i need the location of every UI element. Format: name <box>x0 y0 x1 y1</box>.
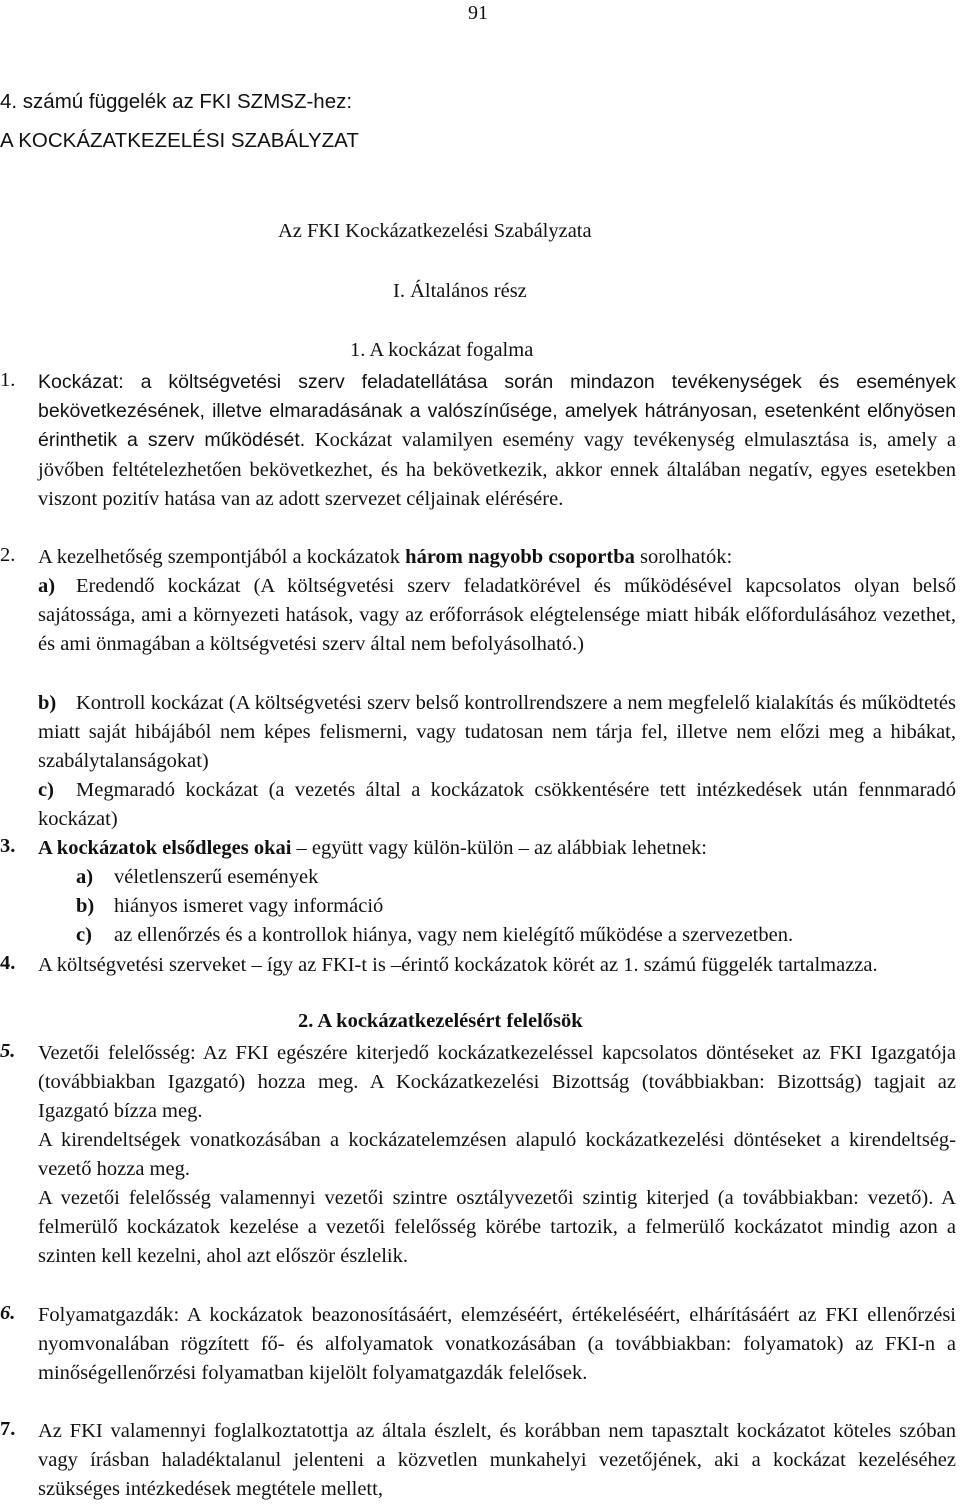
para-number-7: 7. <box>0 1418 16 1440</box>
part-title: I. Általános rész <box>393 280 527 302</box>
section-title-2: 2. A kockázatkezelésért felelősök <box>298 1010 583 1032</box>
document-title: Az FKI Kockázatkezelési Szabályzata <box>278 220 592 242</box>
para-number-4: 4. <box>0 952 16 974</box>
list-item-3b: b) hiányos ismeret vagy információ <box>76 895 384 917</box>
page-number: 91 <box>468 2 488 24</box>
appendix-heading: 4. számú függelék az FKI SZMSZ-hez: <box>0 90 353 113</box>
paragraph-2-intro: A kezelhetőség szempontjából a kockázatok három nagyobb csoportba sorolhatók: <box>38 546 733 568</box>
paragraph-1-continuation: Kockázat valamilyen esemény vagy tevékenység elmulasztása is, amely a jövőben feltételezhetően bekövetkezhet, és ha bekövetkezik, akkor ennek általában negatív, egyes esetekben viszont pozitív hatása van az adott szervezet céljainak elérésére. <box>38 429 956 510</box>
para-number-2: 2. <box>0 544 16 566</box>
list-item-3a: a) véletlenszerű események <box>76 866 319 888</box>
paragraph-7: Az FKI valamennyi foglalkoztatottja az általa észlelt, és korábban nem tapasztalt kockázatot köteles szóban vagy írásban haladéktalanul jelenteni a közvetlen munkahelyi vezetőjének, aki a kockázat kezeléséhez szükséges intézkedések megtétele mellett, <box>38 1420 956 1501</box>
paragraph-1-definition: Kockázat: a költségvetési szerv feladatellátása során mindazon tevékenységek és események bekövetkezésének, illetve elmaradásának a valószínűsége, amelyek hátrányosan, esetenként előnyösen érinthetik a szerv működését. <box>38 371 956 452</box>
paragraph-5-b: A kirendeltségek vonatkozásában a kockázatelemzésen alapuló kockázatkezelési döntéseket a kirendeltség-vezető hozza meg. <box>38 1129 956 1181</box>
para-number-6: 6. <box>0 1302 16 1324</box>
list-item-2b: b) Kontroll kockázat (A költségvetési szerv belső kontrollrendszere a nem megfelelő kialakítás és működtetés miatt saját hibájából nem képes felismerni, vagy tudatosan nem tárja fel, illetve nem előzi meg a hibákat, szabálytalanságokat) <box>38 692 956 773</box>
regulation-heading: A KOCKÁZATKEZELÉSI SZABÁLYZAT <box>0 129 359 152</box>
paragraph-1 <box>38 368 956 514</box>
paragraph-3-intro: A kockázatok elsődleges okai – együtt vagy külön-külön – az alábbiak lehetnek: <box>38 837 707 859</box>
paragraph-6: Folyamatgazdák: A kockázatok beazonosításáért, elemzéséért, értékeléséért, elhárításáért az FKI ellenőrzési nyomvonalában rögzített fő- és alfolyamatok vonatkozásában (a továbbiakban: folyamatok) az FKI-n a minőségellenőrzési folyamatban kijelölt folyamatgazdák felelősek. <box>38 1304 956 1385</box>
emphasis-three-groups: három nagyobb csoportba <box>405 546 635 568</box>
paragraph-4: A költségvetési szerveket – így az FKI-t is –érintő kockázatok körét az 1. számú függelék tartalmazza. <box>38 954 878 976</box>
section-title-1: 1. A kockázat fogalma <box>350 339 534 361</box>
list-item-2c: c) Megmaradó kockázat (a vezetés által a kockázatok csökkentésére tett intézkedések után fennmaradó kockázat) <box>38 779 956 831</box>
para-number-3: 3. <box>0 835 16 857</box>
paragraph-5-c: A vezetői felelősség valamennyi vezetői szintre osztályvezetői szintig kiterjed (a továbbiakban: vezető). A felmerülő kockázatok kezelése a vezetői felelősség körébe tartozik, a felmerülő kockázatot mindig azon a szinten kell kezelni, ahol azt először észlelik. <box>38 1187 956 1268</box>
para-number-5: 5. <box>0 1040 16 1062</box>
emphasis-primary-causes: A kockázatok elsődleges okai <box>38 837 292 859</box>
paragraph-5-a: Vezetői felelősség: Az FKI egészére kiterjedő kockázatkezeléssel kapcsolatos döntéseket az FKI Igazgatója (továbbiakban Igazgató) hozza meg. A Kockázatkezelési Bizottság (továbbiakban: Bizottság) tagjait az Igazgató bízza meg. <box>38 1042 956 1123</box>
para-number-1: 1. <box>0 369 16 391</box>
list-item-2a: a) Eredendő kockázat (A költségvetési szerv feladatkörével és működésével kapcsolatos olyan belső sajátossága, ami a környezeti hatások, vagy az erőforrások elégtelensége miatt hibák előfordulásához vezethet, és ami önmagában a költségvetési szerv által nem befolyásolható.) <box>38 575 956 656</box>
list-item-3c: c) az ellenőrzés és a kontrollok hiánya, vagy nem kielégítő működése a szervezetben. <box>76 924 794 946</box>
